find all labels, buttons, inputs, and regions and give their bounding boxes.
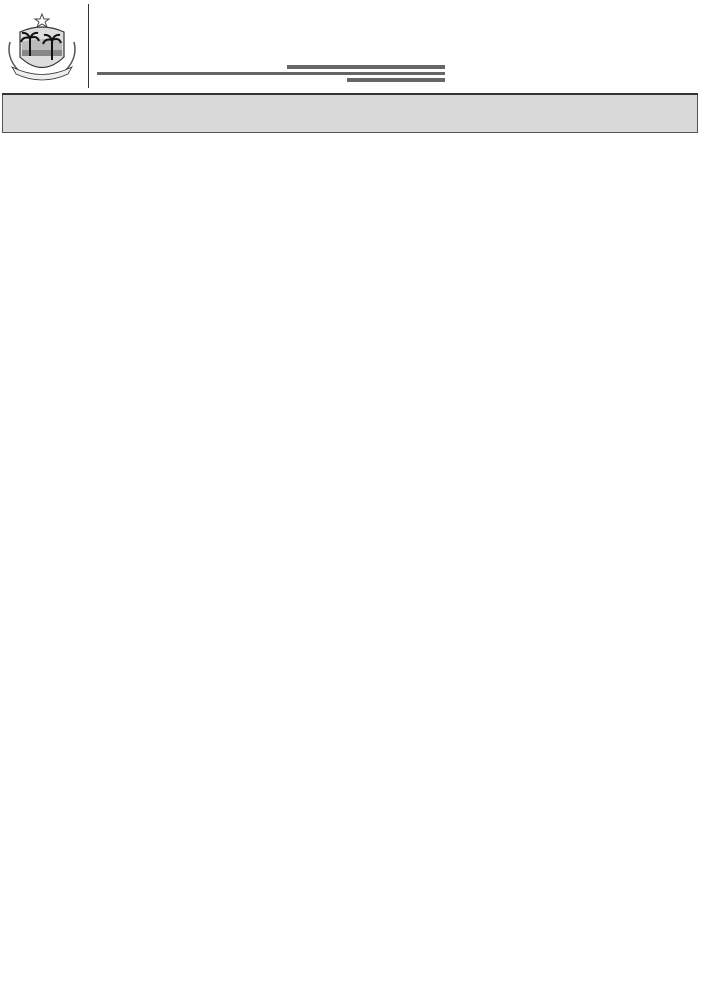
document-body bbox=[2, 93, 697, 133]
municipal-coat-of-arms-icon bbox=[4, 12, 80, 84]
header-divider bbox=[88, 4, 89, 88]
lote-header bbox=[3, 94, 698, 132]
items-table bbox=[2, 93, 698, 133]
decorative-bar bbox=[97, 72, 445, 75]
decorative-bar bbox=[287, 65, 445, 69]
page-header bbox=[0, 0, 717, 92]
decorative-bar bbox=[347, 78, 445, 82]
